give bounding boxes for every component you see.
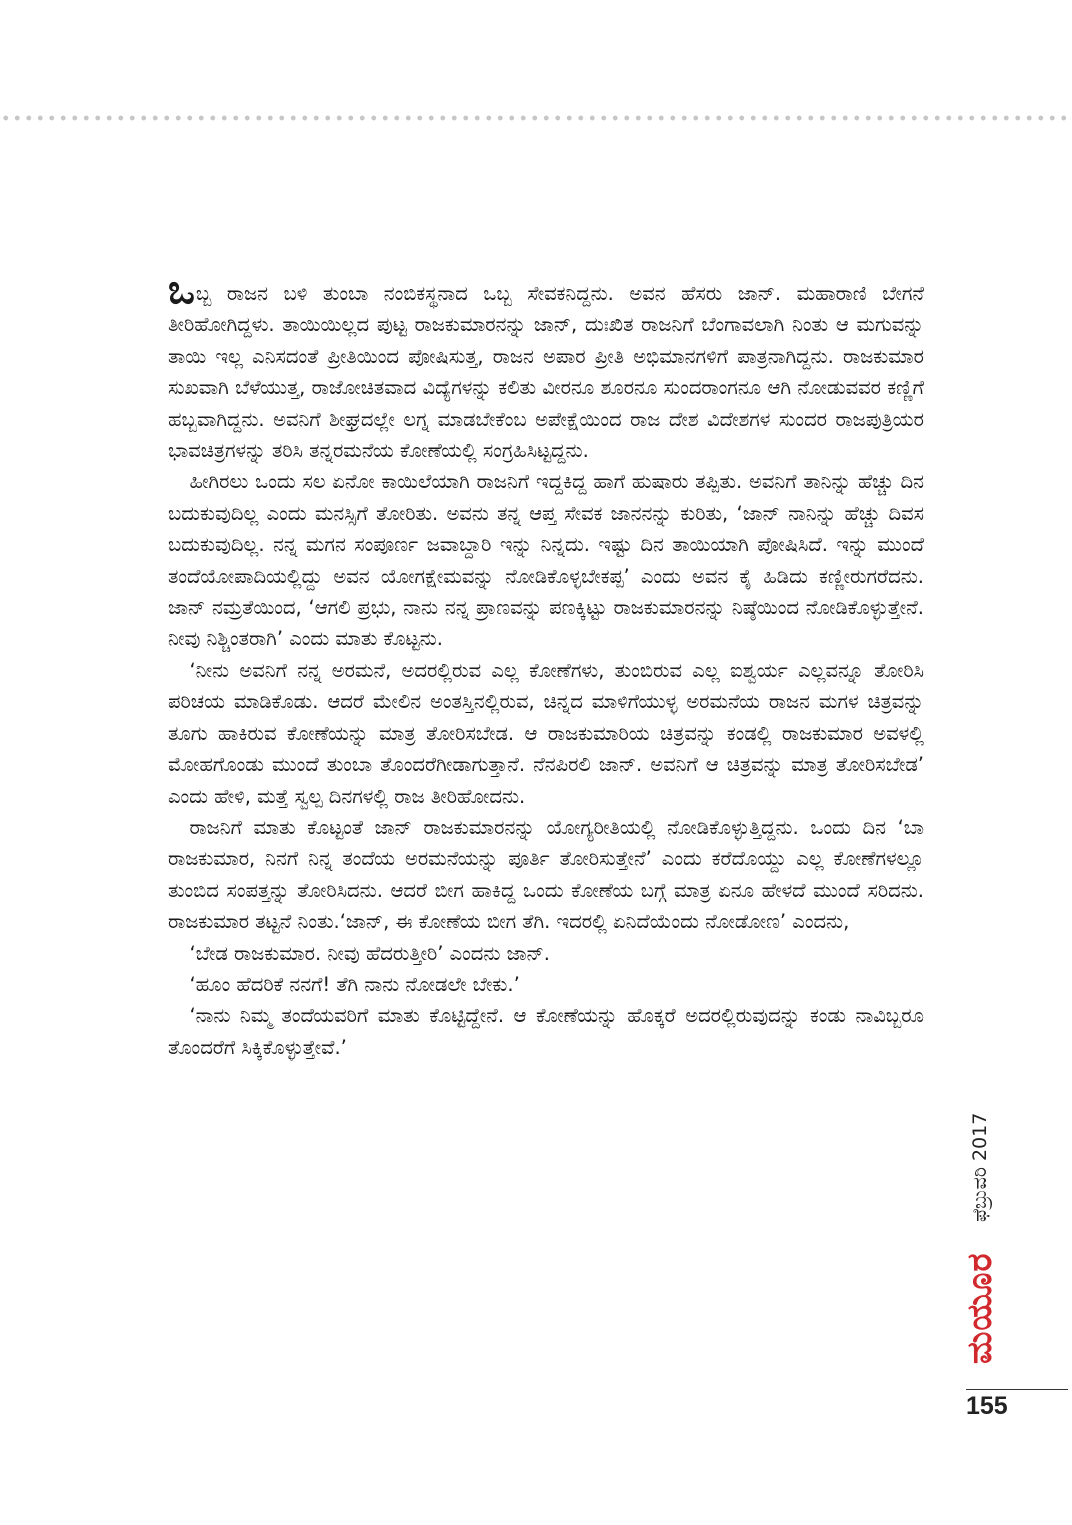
paragraph-5: ‘ಬೇಡ ರಾಜಕುಮಾರ. ನೀವು ಹೆದರುತ್ತೀರಿ’ ಎಂದನು ಜಾನ್.	[189, 941, 550, 965]
footer-rule	[966, 1389, 1068, 1390]
magazine-name: ಮಯೂರ	[960, 1252, 1000, 1364]
paragraph-1	[168, 267, 924, 466]
story-body	[168, 267, 924, 1063]
paragraph-6: ‘ಹೂಂ ಹೆದರಿಕೆ ನನಗೆ! ತೆಗಿ ನಾನು ನೋಡಲೇ ಬೇಕು.’	[189, 972, 520, 996]
paragraph-7: ‘ನಾನು ನಿಮ್ಮ ತಂದೆಯವರಿಗೆ ಮಾತು ಕೊಟ್ಟಿದ್ದೇನೆ. ಆ ಕೋಣೆಯನ್ನು ಹೊಕ್ಕರೆ ಅದರಲ್ಲಿರುವುದನ್ನು ಕಂಡು ನಾವಿಬ್ಬರೂ ತೊಂದರೆಗೆ ಸಿಕ್ಕಿಕೊಳ್ಳುತ್ತೇವೆ.’	[168, 1004, 924, 1059]
paragraph-3: ‘ನೀನು ಅವನಿಗೆ ನನ್ನ ಅರಮನೆ, ಅದರಲ್ಲಿರುವ ಎಲ್ಲ ಕೋಣೆಗಳು, ತುಂಬಿರುವ ಎಲ್ಲ ಐಶ್ವರ್ಯ ಎಲ್ಲವನ್ನೂ ತೋರಿಸಿ ಪರಿಚಯ ಮಾಡಿಕೊಡು. ಆದರೆ ಮೇಲಿನ ಅಂತಸ್ತಿನಲ್ಲಿರುವ, ಚಿನ್ನದ ಮಾಳಿಗೆಯುಳ್ಳ ಅರಮನೆಯ ರಾಜನ ಮಗಳ ಚಿತ್ರವನ್ನು ತೂಗು ಹಾಕಿರುವ ಕೋಣೆಯನ್ನು ಮಾತ್ರ ತೋರಿಸಬೇಡ. ಆ ರಾಜಕುಮಾರಿಯ ಚಿತ್ರವನ್ನು ಕಂಡಲ್ಲಿ ರಾಜಕುಮಾರ ಅವಳಲ್ಲಿ ಮೋಹಗೊಂಡು ಮುಂದೆ ತುಂಬಾ ತೊಂದರೆಗೀಡಾಗುತ್ತಾನೆ. ನೆನಪಿರಲಿ ಜಾನ್. ಅವನಿಗೆ ಆ ಚಿತ್ರವನ್ನು ಮಾತ್ರ ತೋರಿಸಬೇಡ’ ಎಂದು ಹೇಳಿ, ಮತ್ತೆ ಸ್ವಲ್ಪ ದಿನಗಳಲ್ಲಿ ರಾಜ ತೀರಿಹೋದನು.	[168, 658, 924, 808]
paragraph-1-text: ಬ್ಬ ರಾಜನ ಬಳಿ ತುಂಬಾ ನಂಬಿಕಸ್ಥನಾದ ಒಬ್ಬ ಸೇವಕನಿದ್ದನು. ಅವನ ಹೆಸರು ಜಾನ್. ಮಹಾರಾಣಿ ಬೇಗನೆ ತೀರಿಹೋಗಿದ್ದಳು. ತಾಯಿಯಿಲ್ಲದ ಪುಟ್ಟ ರಾಜಕುಮಾರನನ್ನು ಜಾನ್, ದುಃಖಿತ ರಾಜನಿಗೆ ಬೆಂಗಾವಲಾಗಿ ನಿಂತು ಆ ಮಗುವನ್ನು ತಾಯಿ ಇಲ್ಲ ಎನಿಸದಂತೆ ಪ್ರೀತಿಯಿಂದ ಪೋಷಿಸುತ್ತ, ರಾಜನ ಅಪಾರ ಪ್ರೀತಿ ಅಭಿಮಾನಗಳಿಗೆ ಪಾತ್ರನಾಗಿದ್ದನು. ರಾಜಕುಮಾರ ಸುಖವಾಗಿ ಬೆಳೆಯುತ್ತ, ರಾಜೋಚಿತವಾದ ವಿದ್ಯೆಗಳನ್ನು ಕಲಿತು ವೀರನೂ ಶೂರನೂ ಸುಂದರಾಂಗನೂ ಆಗಿ ನೋಡುವವರ ಕಣ್ಣಿಗೆ ಹಬ್ಬವಾಗಿದ್ದನು. ಅವನಿಗೆ ಶೀಘ್ರದಲ್ಲೇ ಲಗ್ನ ಮಾಡಬೇಕೆಂಬ ಅಪೇಕ್ಷೆಯಿಂದ ರಾಜ ದೇಶ ವಿದೇಶಗಳ ಸುಂದರ ರಾಜಪುತ್ರಿಯರ ಭಾವಚಿತ್ರಗಳನ್ನು ತರಿಸಿ ತನ್ನರಮನೆಯ ಕೋಣೆಯಲ್ಲಿ ಸಂಗ್ರಹಿಸಿಟ್ಟದ್ದನು.	[168, 282, 924, 463]
issue-date: ಫೆಬ್ರುವರಿ 2017	[969, 1112, 991, 1222]
dotted-divider	[0, 114, 1072, 122]
sidebar	[955, 1102, 1005, 1382]
paragraph-4: ರಾಜನಿಗೆ ಮಾತು ಕೊಟ್ಟಂತೆ ಜಾನ್ ರಾಜಕುಮಾರನನ್ನು ಯೋಗ್ಯರೀತಿಯಲ್ಲಿ ನೋಡಿಕೊಳ್ಳುತ್ತಿದ್ದನು. ಒಂದು ದಿನ ‘ಬಾ ರಾಜಕುಮಾರ, ನಿನಗೆ ನಿನ್ನ ತಂದೆಯ ಅರಮನೆಯನ್ನು ಪೂರ್ತಿ ತೋರಿಸುತ್ತೇನೆ’ ಎಂದು ಕರೆದೊಯ್ದು ಎಲ್ಲ ಕೋಣೆಗಳಲ್ಲೂ ತುಂಬಿದ ಸಂಪತ್ತನ್ನು ತೋರಿಸಿದನು. ಆದರೆ ಬೀಗ ಹಾಕಿದ್ದ ಒಂದು ಕೋಣೆಯ ಬಗ್ಗೆ ಮಾತ್ರ ಏನೂ ಹೇಳದೆ ಮುಂದೆ ಸರಿದನು. ರಾಜಕುಮಾರ ತಟ್ಟನೆ ನಿಂತು.‘ಜಾನ್, ಈ ಕೋಣೆಯ ಬೀಗ ತೆಗಿ. ಇದರಲ್ಲಿ ಏನಿದೆಯೆಂದು ನೋಡೋಣ’ ಎಂದನು,	[168, 815, 924, 934]
page-number: 155	[966, 1392, 1008, 1420]
drop-cap: ಒ	[168, 267, 195, 313]
paragraph-2: ಹೀಗಿರಲು ಒಂದು ಸಲ ಏನೋ ಕಾಯಿಲೆಯಾಗಿ ರಾಜನಿಗೆ ಇದ್ದಕಿದ್ದ ಹಾಗೆ ಹುಷಾರು ತಪ್ಪಿತು. ಅವನಿಗೆ ತಾನಿನ್ನು ಹೆಚ್ಚು ದಿನ ಬದುಕುವುದಿಲ್ಲ ಎಂದು ಮನಸ್ಸಿಗೆ ತೋರಿತು. ಅವನು ತನ್ನ ಆಪ್ತ ಸೇವಕ ಜಾನನನ್ನು ಕುರಿತು, ‘ಜಾನ್ ನಾನಿನ್ನು ಹೆಚ್ಚು ದಿವಸ ಬದುಕುವುದಿಲ್ಲ. ನನ್ನ ಮಗನ ಸಂಪೂರ್ಣ ಜವಾಬ್ದಾರಿ ಇನ್ನು ನಿನ್ನದು. ಇಷ್ಟು ದಿನ ತಾಯಿಯಾಗಿ ಪೋಷಿಸಿದೆ. ಇನ್ನು ಮುಂದೆ ತಂದೆಯೋಪಾದಿಯಲ್ಲಿದ್ದು ಅವನ ಯೋಗಕ್ಷೇಮವನ್ನು ನೋಡಿಕೊಳ್ಳಬೇಕಪ್ಪ’ ಎಂದು ಅವನ ಕೈ ಹಿಡಿದು ಕಣ್ಣೀರುಗರೆದನು. ಜಾನ್ ನಮ್ರತೆಯಿಂದ, ‘ಆಗಲಿ ಪ್ರಭು, ನಾನು ನನ್ನ ಪ್ರಾಣವನ್ನು ಪಣಕ್ಕಿಟ್ಟು ರಾಜಕುಮಾರನನ್ನು ನಿಷ್ಠೆಯಿಂದ ನೋಡಿಕೊಳ್ಳುತ್ತೇನೆ. ನೀವು ನಿಶ್ಚಿಂತರಾಗಿ’ ಎಂದು ಮಾತು ಕೊಟ್ಟನು.	[168, 470, 924, 651]
